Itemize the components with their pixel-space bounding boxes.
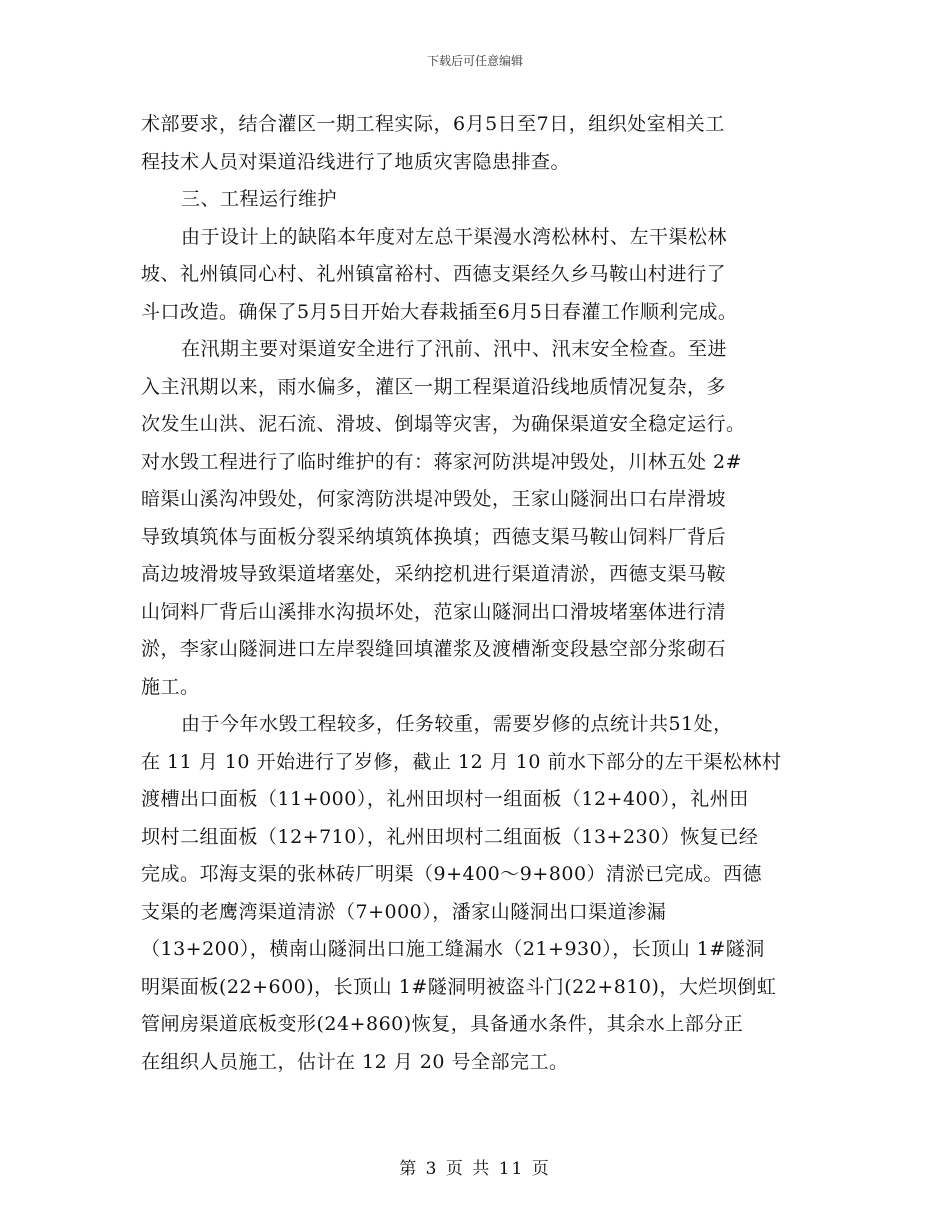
text-line: 三、工程运行维护 xyxy=(181,188,338,210)
text-line: 坡、礼州镇同心村、礼州镇富裕村、西德支渠经久乡马鞍山村进行了 xyxy=(141,263,727,285)
text-line: 坝村二组面板（12+710），礼州田坝村二组面板（13+230）恢复已经 xyxy=(141,825,759,848)
document-body xyxy=(141,106,821,1081)
text-line: 对水毁工程进行了临时维护的有：蒋家河防洪堤冲毁处，川林五处 2# xyxy=(141,450,743,473)
text-line: 支渠的老鹰湾渠道清淤（7+000），潘家山隧洞出口渠道渗漏 xyxy=(141,900,667,923)
text-line: 斗口改造。确保了5月5日开始大春栽插至6月5日春灌工作顺利完成。 xyxy=(141,300,738,323)
text-line: 施工。 xyxy=(141,675,200,698)
page-number: 第 3 页 共 11 页 xyxy=(399,1159,551,1179)
text-line: 渡槽出口面板（11+000），礼州田坝村一组面板（12+400），礼州田 xyxy=(141,788,749,810)
text-line: 在组织人员施工，估计在 12 月 20 号全部完工。 xyxy=(141,1050,569,1073)
text-line: 在 11 月 10 开始进行了岁修，截止 12 月 10 前水下部分的左干渠松林村 xyxy=(141,750,782,773)
text-line: 入主汛期以来，雨水偏多，灌区一期工程渠道沿线地质情况复杂，多 xyxy=(141,375,727,398)
text-line: 高边坡滑坡导致渠道堵塞处，采纳挖机进行渠道清淤，西德支渠马鞍 xyxy=(141,563,727,585)
text-line: 由于设计上的缺陷本年度对左总干渠漫水湾松林村、左干渠松林 xyxy=(181,225,728,248)
text-line: 次发生山洪、泥石流、滑坡、倒塌等灾害，为确保渠道安全稳定运行。 xyxy=(141,413,746,435)
text-line: 暗渠山溪沟冲毁处，何家湾防洪堤冲毁处，王家山隧洞出口右岸滑坡 xyxy=(141,488,727,510)
text-line: 术部要求，结合灌区一期工程实际，6月5日至7日，组织处室相关工 xyxy=(141,113,725,135)
page-header: 下载后可任意编辑 xyxy=(426,54,523,68)
text-line: 山饲料厂背后山溪排水沟损坏处，范家山隧洞出口滑坡堵塞体进行清 xyxy=(141,600,727,623)
text-line: 淤，李家山隧洞进口左岸裂缝回填灌浆及渡槽渐变段悬空部分浆砌石 xyxy=(141,638,727,660)
text-line: 导致填筑体与面板分裂采纳填筑体换填；西德支渠马鞍山饲料厂背后 xyxy=(141,525,727,548)
text-line: 完成。邛海支渠的张林砖厂明渠（9+400～9+800）清淤已完成。西德 xyxy=(141,863,763,885)
text-line: 由于今年水毁工程较多，任务较重，需要岁修的点统计共51处， xyxy=(181,713,733,735)
text-line: 明渠面板(22+600)，长顶山 1#隧洞明被盗斗门(22+810)，大烂坝倒虹 xyxy=(141,975,777,998)
text-line: 管闸房渠道底板变形(24+860)恢复，具备通水条件，其余水上部分正 xyxy=(141,1013,744,1035)
text-line: 在汛期主要对渠道安全进行了汛前、汛中、汛末安全检查。至进 xyxy=(181,338,728,360)
text-line: （13+200），横南山隧洞出口施工缝漏水（21+930），长顶山 1#隧洞 xyxy=(141,938,765,960)
text-line: 程技术人员对渠道沿线进行了地质灾害隐患排查。 xyxy=(141,150,571,173)
